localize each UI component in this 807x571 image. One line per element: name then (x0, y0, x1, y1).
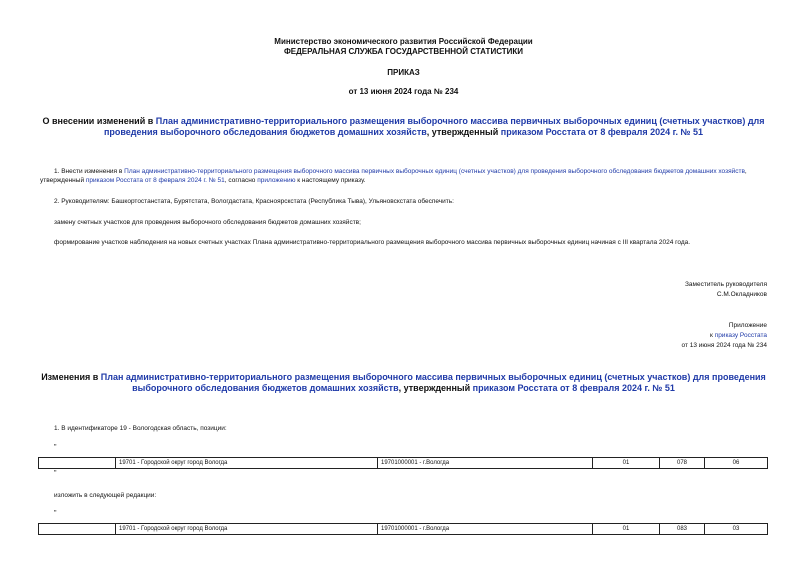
old-row-table (38, 457, 768, 469)
p1-appendix-link[interactable]: приложению (257, 177, 296, 184)
appendix-ref-prefix: к (710, 332, 715, 339)
changes-title (40, 372, 767, 394)
signature-name: С.М.Окладников (716, 291, 767, 298)
paragraph-2: 2. Руководителям: Башкортостанстата, Бурятстата, Вологдастата, Красноярскстата (Республика Тыва), Ульяновскстата обеспечить: (54, 198, 454, 205)
appendix-order-link[interactable]: приказу Росстата (714, 332, 767, 339)
quote-open-2: " (54, 510, 57, 517)
item-1: 1. В идентификаторе 19 - Вологодская область, позиции: (54, 425, 227, 432)
redaction-text: изложить в следующей редакции: (54, 492, 157, 499)
paragraph-4: формирование участков наблюдения на новых счетных участках Плана административно-территориального размещения выборочного массива первичных выборочных единиц начиная с III квартала 2024 года. (54, 239, 691, 246)
cell-code-3: 03 (705, 524, 768, 535)
order-word: ПРИКАЗ (387, 68, 420, 77)
appendix-date: от 13 июня 2024 года № 234 (681, 342, 767, 349)
title-prefix: О внесении изменений в (42, 116, 156, 126)
cell-municipality: 19701 - Городской округ город Вологда (116, 458, 378, 469)
appendix-ref (710, 331, 767, 340)
p1-prefix: 1. Внести изменения в (54, 168, 125, 175)
changes-prefix: Изменения в (41, 372, 101, 382)
plan-link[interactable]: План административно-территориального размещения выборочного массива первичных выборочных единиц (счетных участков) для проведения выборочного обследования бюджетов домашних хозяйств (103, 116, 765, 137)
order-title (40, 116, 767, 138)
cell-code-3: 06 (705, 458, 768, 469)
changes-middle: , утвержденный (398, 383, 473, 393)
p1-order-link[interactable]: приказом Росстата от 8 февраля 2024 г. № 51 (85, 177, 225, 184)
cell-code-2: 083 (660, 524, 705, 535)
paragraph-3: замену счетных участков для проведения выборочного обследования бюджетов домашних хозяйств; (54, 219, 361, 226)
p1-mid2: , согласно (224, 177, 258, 184)
table-row (39, 458, 768, 469)
cell-settlement: 19701000001 - г.Вологда (378, 458, 593, 469)
changes-plan-link[interactable]: План административно-территориального размещения выборочного массива первичных выборочных единиц (счетных участков) для проведения выборочного обследования бюджетов домашних хозяйств (100, 372, 766, 393)
p1-plan-link[interactable]: План административно-территориального размещения выборочного массива первичных выборочных единиц (счетных участков) для проведения выборочного обследования бюджетов домашних хозяйств (124, 168, 745, 175)
cell-code-2: 078 (660, 458, 705, 469)
order-link[interactable]: приказом Росстата от 8 февраля 2024 г. № 51 (500, 127, 704, 137)
changes-order-link[interactable]: приказом Росстата от 8 февраля 2024 г. № 51 (472, 383, 675, 393)
service-name: ФЕДЕРАЛЬНАЯ СЛУЖБА ГОСУДАРСТВЕННОЙ СТАТИСТИКИ (283, 47, 524, 56)
cell-blank (39, 524, 116, 535)
new-row-table (38, 523, 768, 535)
cell-code-1: 01 (593, 524, 660, 535)
cell-blank (39, 458, 116, 469)
cell-code-1: 01 (593, 458, 660, 469)
paragraph-1 (40, 167, 768, 185)
order-date: от 13 июня 2024 года № 234 (348, 87, 459, 96)
appendix-label: Приложение (728, 322, 767, 329)
title-middle: , утвержденный (426, 127, 501, 137)
cell-settlement: 19701000001 - г.Вологда (378, 524, 593, 535)
cell-municipality: 19701 - Городской округ город Вологда (116, 524, 378, 535)
signature-position: Заместитель руководителя (685, 281, 767, 288)
p1-suffix: к настоящему приказу. (295, 177, 366, 184)
p1-mid: , утвержденный (40, 168, 747, 184)
ministry-name: Министерство экономического развития Российской Федерации (274, 37, 533, 46)
quote-open-1: " (54, 444, 57, 451)
quote-close-1: " (54, 470, 57, 477)
table-row (39, 524, 768, 535)
